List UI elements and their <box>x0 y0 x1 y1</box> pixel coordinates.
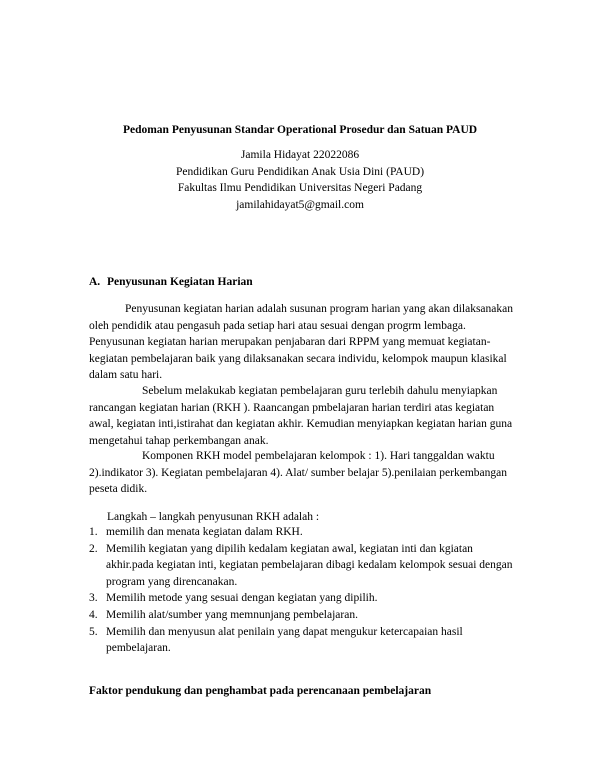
author-block <box>0 147 600 213</box>
paragraph-1 <box>89 301 531 384</box>
paragraph-1-line: dalam satu hari. <box>89 369 163 382</box>
paragraph-1-line: Penyusunan kegiatan harian merupakan penjabaran dari RPPM yang memuat kegiatan- <box>89 336 491 349</box>
list-item-number: 4. <box>89 608 98 621</box>
list-item-text: program yang direncanakan. <box>106 575 238 588</box>
section-a-number: A. <box>89 276 101 288</box>
list-item-text: Memilih kegiatan yang dipilih kedalam kegiatan awal, kegiatan inti dan kgiatan <box>106 542 473 555</box>
paragraph-2-line: awal, kegiatan inti,istirahat dan kegiatan akhir. Kemudian menyiapkan kegiatan harian guna <box>89 418 513 431</box>
paragraph-2-line: Sebelum melakukab kegiatan pembelajaran guru terlebih dahulu menyiapkan <box>142 385 498 397</box>
list-item <box>89 590 531 607</box>
paragraph-2-line: mengetahui tahap perkembangan anak. <box>89 434 269 447</box>
steps-list <box>89 524 531 657</box>
author-email: jamilahidayat5@gmail.com <box>236 198 364 211</box>
steps-intro: Langkah – langkah penyusunan RKH adalah : <box>107 511 320 523</box>
list-item-text: pembelajaran. <box>106 642 171 655</box>
section-a-heading <box>89 275 253 289</box>
list-item-number: 5. <box>89 625 98 638</box>
list-item-text: memilih dan menata kegiatan dalam RKH. <box>106 526 303 538</box>
author-faculty: Fakultas Ilmu Pendidikan Universitas Negeri Padang <box>177 182 423 194</box>
paragraph-1-line: oleh pendidik atau pengasuh pada setiap hari atau sesuai dengan progrm lembaga. <box>89 319 466 332</box>
list-item <box>89 524 531 541</box>
list-item <box>89 624 531 657</box>
list-item-text: Memilih alat/sumber yang memnunjang pembelajaran. <box>106 608 358 621</box>
factor-heading: Faktor pendukung dan penghambat pada perencanaan pembelajaran <box>89 685 432 697</box>
author-program: Pendidikan Guru Pendidikan Anak Usia Dini (PAUD) <box>175 165 425 178</box>
paragraph-3 <box>89 448 531 498</box>
list-item-text: Memilih metode yang sesuai dengan kegiatan yang dipilih. <box>106 592 378 605</box>
paragraph-2 <box>89 383 531 449</box>
list-item-number: 3. <box>89 592 98 605</box>
paragraph-1-line: kegiatan pembelajaran baik yang dilaksanakan secara individu, kelompok maupun klasikal <box>89 352 507 365</box>
paragraph-2-line: rancangan kegiatan harian (RKH ). Raancangan pmbelajaran harian terdiri atas kegiatan <box>89 401 495 414</box>
list-item-text: akhir.pada kegiatan inti, kegiatan pembelajaran dibagi kedalam kelompok sesuai dengan <box>106 559 513 572</box>
list-item-number: 2. <box>89 542 98 555</box>
paragraph-1-line: Penyusunan kegiatan harian adalah susunan program harian yang akan dilaksanakan <box>125 303 513 315</box>
list-item <box>89 541 531 591</box>
list-item-number: 1. <box>89 526 98 538</box>
list-item-text: Memilih dan menyusun alat penilain yang dapat mengukur ketercapaian hasil <box>106 625 463 638</box>
author-name: Jamila Hidayat 22022086 <box>240 149 360 161</box>
paragraph-3-line: peseta didik. <box>89 483 148 496</box>
paragraph-3-line: 2).indikator 3). Kegiatan pembelajaran 4). Alat/ sumber belajar 5).penilaian perkembangan <box>89 466 507 479</box>
document-title: Pedoman Penyusunan Standar Operational Prosedur dan Satuan PAUD <box>122 124 478 136</box>
section-a-title: Penyusunan Kegiatan Harian <box>107 276 253 288</box>
list-item <box>89 607 531 624</box>
paragraph-3-line: Komponen RKH model pembelajaran kelompok : 1). Hari tanggaldan waktu <box>142 450 495 462</box>
